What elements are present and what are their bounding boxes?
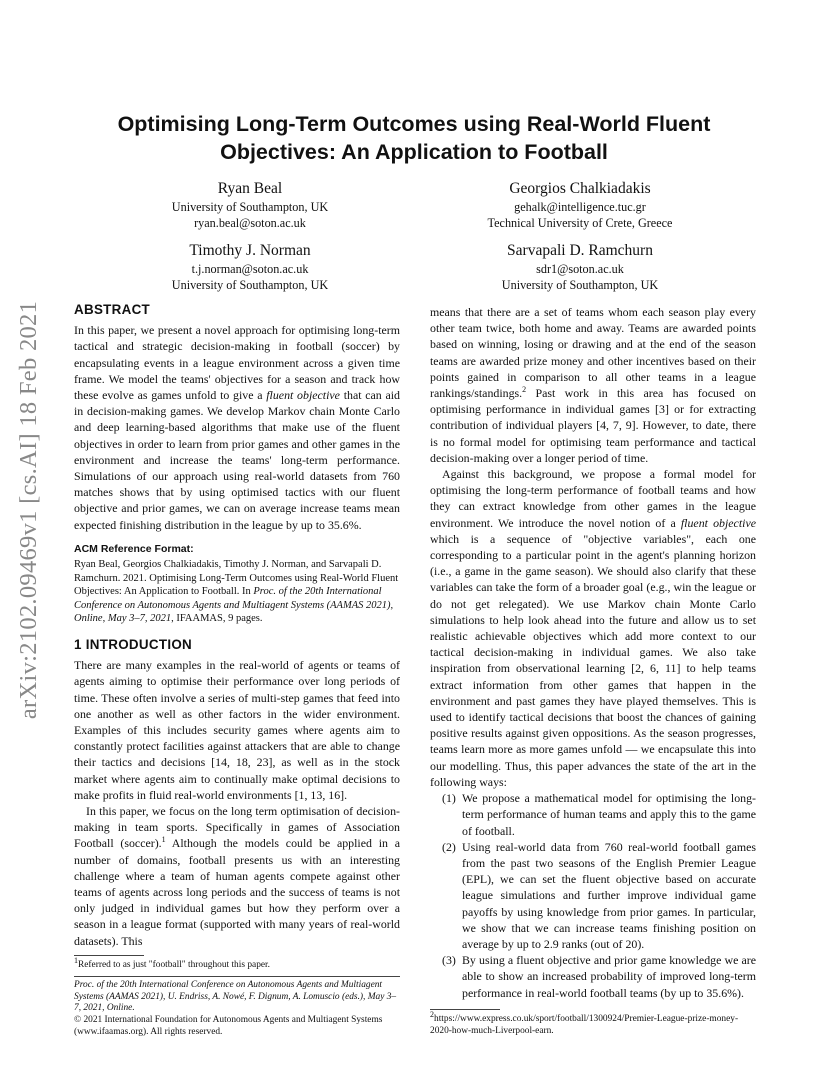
list-item: (1) We propose a mathematical model for optimising the long-term performance of human teams and apply this to the game of football. (442, 791, 756, 838)
footnote-rule (74, 955, 144, 956)
author-name: Georgios Chalkiadakis (509, 180, 651, 197)
author-affiliation: Technical University of Crete, Greece (487, 216, 673, 230)
conference-info: Proc. of the 20th International Conference on Autonomous Agents and Multiagent Systems (AAMAS 2021), U. Endriss, A. Nowé, F. Dignum, A. Lomuscio (eds.), May 3–7, 2021, Online. (74, 979, 397, 1014)
list-item: (2) Using real-world data from 760 real-world football games from the past two seasons of the English Premier League (EPL), we can set the fluent objective based on accurate league simulations and further improve individual game payoffs by using knowledge from prior games. In particular, we show that we can increase teams finishing position on average by up to 2.9 ranks (out of 20). (442, 839, 756, 951)
right-column (430, 304, 756, 1037)
footnote: $^2$https://www.express.co.uk/sport/football/1300924/Premier-League-prize-money-2020-how-much-Liverpool-earn. (430, 1009, 739, 1036)
author-name: Ryan Beal (217, 180, 283, 197)
acm-reference-heading: ACM Reference Format: (74, 542, 194, 555)
intro-paragraph: In this paper, we focus on the long term optimisation of decision-making in team sports. Specifically in games of Association Football (soccer).$^1$ Although the models could be applied in a number of domains, football presents us with an interesting challenge where a team of human agents compete against other teams of agents across long periods and the success of teams is not only judged in individual games but how they perform over a season in a league format (supported with many years of real-world datasets). This (74, 804, 400, 948)
author-affiliation: University of Southampton, UK (171, 278, 329, 292)
author-name: Timothy J. Norman (189, 242, 311, 259)
list-item: (3) By using a fluent objective and prior game knowledge we are able to show an increased probability of improved long-term performance in real-world football teams (by up to 35.6%). (442, 953, 756, 1000)
arxiv-identifier: arXiv:2102.09469v1 [cs.AI] 18 Feb 2021 (15, 300, 42, 720)
copyright-rule (74, 976, 400, 977)
author-affiliation: University of Southampton, UK (171, 200, 329, 214)
acm-reference-text: Ryan Beal, Georgios Chalkiadakis, Timothy J. Norman, and Sarvapali D. Ramchurn. 2021. Optimising Long-Term Outcomes using Real-World Fluent Objectives: An Application to Football. In Proc. of the 20th International Conference on Autonomous Agents and Multiagent Systems (AAMAS 2021), Online, May 3–7, 2021, IFAAMAS, 9 pages. (74, 559, 399, 625)
author-email: t.j.norman@soton.ac.uk (191, 262, 309, 276)
author-email: ryan.beal@soton.ac.uk (194, 216, 306, 230)
footnote: $^1$Referred to as just "football" throughout this paper. (74, 955, 270, 970)
paper-title: Optimising Long-Term Outcomes using Real-World Fluent Objectives: An Application to Football (117, 112, 711, 164)
author-affiliation: University of Southampton, UK (501, 278, 659, 292)
left-column (74, 302, 400, 1039)
author-block (110, 178, 390, 231)
intro-paragraph: There are many examples in the real-world of agents or teams of agents aiming to optimise their performance over long periods of time. These often involve a series of multi-step games that feed into one another as well as other factors in the wider environment. Examples of this includes security games where agents aim to constantly protect facilities against attackers that are able to change their tactics and decisions [14, 18, 23], as well as in the stock market where agents aim to continually make optimal decisions to make profits in fluid real-world environments [1, 13, 16]. (74, 658, 400, 802)
contributions-list (430, 790, 756, 1001)
author-name: Sarvapali D. Ramchurn (507, 242, 653, 259)
author-block (440, 178, 720, 231)
author-email: sdr1@soton.ac.uk (536, 262, 624, 276)
author-block (440, 240, 720, 293)
abstract-text: In this paper, we present a novel approach for optimising long-term tactical and strategic decision-making in football (soccer) by encapsulating events in a league environment across a given time frame. We model the teams' objectives for a season and track how these evolve as games unfold to give a fluent objective that can aid in decision-making games. We develop Markov chain Monte Carlo and deep learning-based algorithms that make use of the fluent objectives in order to learn from prior games and other games in the environment and increase the teams' long-term performance. Simulations of our approach using real-world datasets from 760 matches shows that by using optimised tactics with our fluent objective and prior games, we can on average increase teams mean expected finishing distribution in the league by up to 35.6%. (74, 323, 400, 532)
copyright-notice: © 2021 International Foundation for Autonomous Agents and Multiagent Systems (www.ifaamas.org). All rights reserved. (74, 1015, 383, 1038)
body-paragraph: Against this background, we propose a formal model for optimising the long-term performance of football teams and how they can extract knowledge from other games in the league environment. We introduce the novel notion of a fluent objective which is a sequence of "objective variables", each one corresponding to a particular point in the agent's planning horizon (i.e., a game in the game season). We should also clarify that these variables can take the form of a broader goal (e.g., win the league or do not get relegated). We use Markov chain Monte Carlo simulations to help look ahead into the future and allow us to set realistic achievable objectives which add more context to our tactical decision-making in individual games. We also take inspiration from observational learning [2, 6, 11] to help teams extract information from other games that happen in the environment and past games they have played themselves. This is used to identify tactical decisions that boost the chances of gaining positive results against given oppositions. As the season progresses, teams learn more as more games unfold — we encapsulate this into our modelling. Thus, this paper advances the state of the art in the following ways: (430, 467, 756, 789)
section-heading-introduction: 1 INTRODUCTION (74, 637, 193, 653)
author-block (110, 240, 390, 293)
body-paragraph: means that there are a set of teams whom each season play every other team twice, both home and away. Teams are awarded points based on winning, losing or drawing and at the end of the season teams are awarded prize money and other incentives based on their points gained in comparison to all other teams in a league rankings/standings.$^2$ Past work in this area has focused on optimising performance in individual games [3] or for extracting contribution of individual players [4, 7, 9]. However, to date, there is no formal model for optimising team performance and tactical decision-making over a longer period of time. (430, 305, 756, 465)
abstract-heading: ABSTRACT (74, 302, 151, 317)
author-email: gehalk@intelligence.tuc.gr (514, 200, 646, 214)
footnote-rule (430, 1009, 500, 1010)
